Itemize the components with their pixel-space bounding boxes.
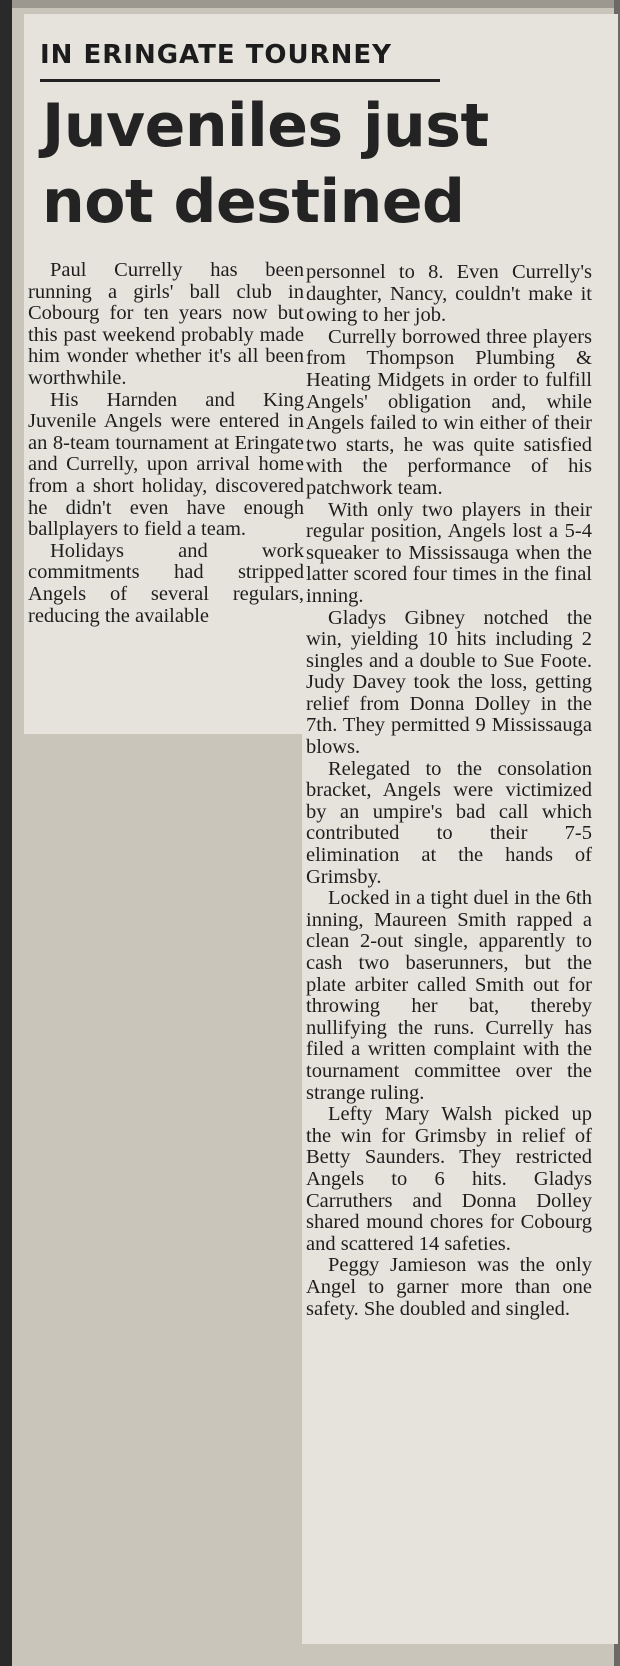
paragraph: Locked in a tight duel in the 6th inning, Maureen Smith rapped a clean 2-out single, apparently to cash two baserunners, but the plate arbiter called Smith out for throwing her bat, thereby nullifying the runs. Currelly has filed a written complaint with the tournament committee over the strange ruling. — [306, 887, 592, 1104]
paragraph: His Harnden and King Juvenile Angels were entered in an 8-team tournament at Eringate and Currelly, upon arrival home from a short holiday, discovered he didn't even have enough ballplayers to field a team. — [28, 388, 304, 541]
kicker-underline — [40, 79, 440, 82]
paragraph: Paul Currelly has been running a girls' ball club in Cobourg for ten years now but this past weekend probably made him wonder whether it's all been worthwhile. — [28, 259, 304, 389]
paragraph: Holidays and work commitments had stripped Angels of several regulars, reducing the available — [28, 539, 304, 627]
paragraph: With only two players in their regular position, Angels lost a 5-4 squeaker to Mississauga when the latter scored four times in the final inning. — [306, 498, 592, 607]
right-column — [306, 262, 592, 1320]
paragraph: Currelly borrowed three players from Thompson Plumbing & Heating Midgets in order to fulfill Angels' obligation and, while Angels failed to win either of their two starts, he was quite satisfied with the performance of his patchwork team. — [306, 325, 592, 499]
scan-top-strip — [12, 0, 614, 8]
paragraph: Gladys Gibney notched the win, yielding 10 hits including 2 singles and a double to Sue Foote. Judy Davey took the loss, getting relief from Donna Dolley in the 7th. They permitted 9 Mississauga blows. — [306, 606, 592, 759]
headline: Juveniles just not destined — [42, 91, 489, 237]
paragraph: Peggy Jamieson was the only Angel to garner more than one safety. She doubled and singled. — [306, 1254, 592, 1320]
left-column — [28, 260, 304, 627]
paragraph: Lefty Mary Walsh picked up the win for Grimsby in relief of Betty Saunders. They restricted Angels to 6 hits. Gladys Carruthers and Donna Dolley shared mound chores for Cobourg and scattered 14 safeties. — [306, 1103, 592, 1255]
scan-edge-left — [0, 0, 12, 1666]
paragraph: Relegated to the consolation bracket, Angels were victimized by an umpire's bad call which contributed to their 7-5 elimination at the hands of Grimsby. — [306, 757, 592, 888]
paragraph-continued: personnel to 8. Even Currelly's daughter, Nancy, couldn't make it owing to her job. — [306, 261, 592, 327]
kicker-heading: IN ERINGATE TOURNEY — [40, 40, 393, 70]
